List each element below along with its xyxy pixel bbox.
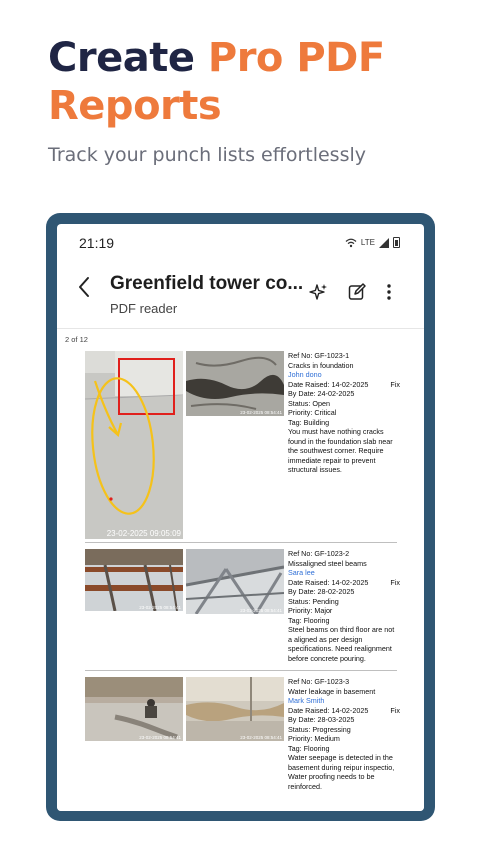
app-bar [57,268,424,324]
item-assignee[interactable]: Sara lee [288,568,315,577]
item-title: Cracks in foundation [288,360,354,370]
photo-timestamp: 23-02-2025 08:54:41 [240,410,282,415]
item-assignee[interactable]: John dono [288,370,322,379]
hero-title [48,34,468,130]
status-icons [345,237,400,248]
item-by-date: By Date: 28-02-2025 [288,587,355,596]
device-frame [46,213,435,821]
item-priority: Priority: Critical [288,408,337,417]
more-vert-icon[interactable] [377,280,401,304]
wifi-icon [345,238,357,248]
item-details [288,549,400,663]
status-bar [57,224,424,260]
photo-timestamp: 23-02-2025 08:54:41 [240,608,282,613]
item-date-raised-row [288,380,400,390]
item-status: Status: Open [288,398,330,408]
item-ref: Ref No: GF-1023-3 [288,677,350,686]
document-subtitle: PDF reader [110,301,178,316]
page-indicator: 2 of 12 [65,335,88,344]
edit-icon[interactable] [345,280,369,304]
hero-title-accent1: Pro PDF [207,35,385,81]
item-tag: Tag: Building [288,417,330,427]
item-date-raised: Date Raised: 14-02-2025 [288,577,369,587]
item-fix-label: Fix [390,577,400,587]
battery-icon [393,237,400,248]
item-photo-annotated[interactable] [85,351,183,539]
item-date-raised: Date Raised: 14-02-2025 [288,379,369,389]
item-status: Status: Pending [288,596,339,606]
phone-screen [57,224,424,811]
item-by-date: By Date: 24-02-2025 [288,389,355,398]
item-tag: Tag: Flooring [288,743,330,753]
item-priority: Priority: Medium [288,734,340,743]
item-photo[interactable] [186,549,284,614]
item-description: Water seepage is detected in the basement during reipur inspectio, Water proofing needs to be reinforced. [288,753,395,791]
signal-icon [379,238,389,248]
hero-title-accent2: Reports [48,83,222,129]
item-details [288,351,400,475]
photo-timestamp: 23-02-2025 09:05:09 [106,529,181,538]
item-ref: Ref No: GF-1023-2 [288,549,350,558]
network-type: LTE [360,238,375,247]
item-details [288,677,400,791]
item-ref: Ref No: GF-1023-1 [288,351,350,360]
item-photo[interactable] [85,549,183,611]
photo-timestamp: 23-02-2025 08:54:41 [139,735,181,740]
item-description: You must have nothing cracks found in the foundation slab near the southwest corner. Require immediate repair to prevent structural issues. [288,427,393,474]
item-assignee[interactable]: Mark Smith [288,696,325,705]
punch-item[interactable] [85,347,400,543]
item-title: Missaligned steel beams [288,558,367,568]
item-fix-label: Fix [390,379,400,389]
punch-item[interactable] [85,547,400,671]
item-photo[interactable] [186,677,284,741]
back-arrow-icon[interactable] [77,276,91,304]
punch-item[interactable] [85,675,400,805]
item-tag: Tag: Flooring [288,615,330,625]
photo-timestamp: 23-02-2025 08:54:41 [139,605,181,610]
hero-subtitle: Track your punch lists effortlessly [48,144,366,166]
item-title: Water leakage in basement [288,686,376,696]
item-date-raised-row [288,578,400,588]
item-priority: Priority: Major [288,606,333,615]
photo-timestamp: 23-02-2025 08:54:41 [240,735,282,740]
item-status: Status: Progressing [288,724,351,734]
item-fix-label: Fix [390,705,400,715]
hero-heading [48,34,468,130]
item-date-raised: Date Raised: 14-02-2025 [288,705,369,715]
item-by-date: By Date: 28-03-2025 [288,715,355,724]
item-description: Steel beams on third floor are not a aligned as per design specifications. Need realignment before concrete pouring. [288,625,395,663]
status-time: 21:19 [79,235,115,251]
item-photo[interactable] [186,351,284,416]
document-title: Greenfield tower co... [110,273,304,294]
item-photo[interactable] [85,677,183,741]
pdf-viewer[interactable] [57,328,424,811]
ai-sparkle-icon[interactable] [307,280,331,304]
item-date-raised-row [288,706,400,716]
hero-title-part1: Create [48,35,208,81]
